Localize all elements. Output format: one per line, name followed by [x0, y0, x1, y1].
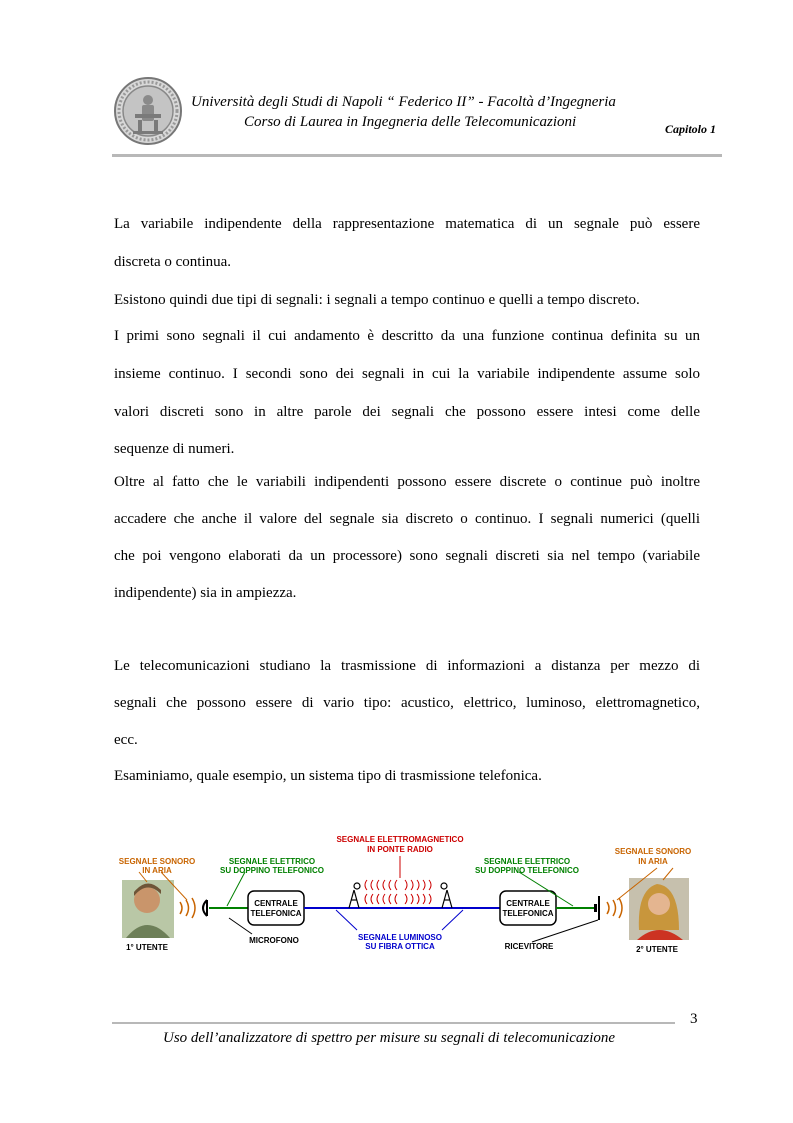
exchange-right-label: CENTRALE	[506, 899, 550, 908]
paragraph-line: Le telecomunicazioni studiano la trasmissione di informazioni a distanza per mezzo di	[114, 658, 700, 674]
footer-divider	[112, 1022, 675, 1024]
exchange-left-box	[248, 891, 304, 925]
paragraph-2	[114, 288, 700, 312]
label-sound-left: SEGNALE SONORO	[118, 857, 196, 866]
paragraph-6	[114, 764, 700, 788]
paragraph-line: segnali che possono essere di vario tipo: acustico, elettrico, luminoso, elettromagnetico,	[114, 695, 700, 711]
label-microphone: MICROFONO	[249, 936, 299, 945]
paragraph-line: Esistono quindi due tipi di segnali: i segnali a tempo continuo e quelli a tempo discreto.	[114, 292, 640, 308]
paragraph-line: accadere che anche il valore del segnale sia discreto o continuo. I segnali numerici (quelli	[114, 511, 700, 527]
label-user1: 1° UTENTE	[126, 943, 168, 952]
paragraph-3	[114, 324, 700, 461]
exchange-left-label: TELEFONICA	[250, 909, 302, 918]
user2-photo	[629, 878, 689, 940]
user1-photo	[122, 880, 174, 938]
label-electric-left: SU DOPPINO TELEFONICO	[219, 866, 325, 875]
label-em-signal: SEGNALE ELETTROMAGNETICO	[336, 835, 464, 844]
university-seal-icon	[113, 76, 183, 146]
exchange-right-box	[500, 891, 556, 925]
label-sound-left: IN ARIA	[142, 866, 172, 875]
paragraph-line: ecc.	[114, 732, 138, 748]
footer-title: Uso dell’analizzatore di spettro per misure su segnali di telecomunicazione	[163, 1030, 616, 1046]
paragraph-line: indipendente) sia in ampiezza.	[114, 585, 297, 601]
paragraph-4	[114, 470, 700, 605]
header-university: Università degli Studi di Napoli “ Federico II” - Facoltà d’Ingegneria	[191, 94, 616, 110]
paragraph-1	[114, 212, 700, 274]
antenna-right-icon	[441, 883, 452, 908]
label-em-signal: IN PONTE RADIO	[367, 845, 433, 854]
radio-waves	[365, 880, 431, 904]
sound-waves-right	[607, 898, 622, 918]
header-chapter: Capitolo 1	[665, 122, 717, 136]
paragraph-line: sequenze di numeri.	[114, 441, 235, 457]
paragraph-line: discreta o continua.	[114, 254, 232, 270]
antenna-left-icon	[349, 883, 360, 908]
paragraph-5	[114, 654, 700, 752]
label-electric-left: SEGNALE ELETTRICO	[228, 857, 316, 866]
label-electric-right: SEGNALE ELETTRICO	[483, 857, 571, 866]
label-electric-right: SU DOPPINO TELEFONICO	[474, 866, 580, 875]
paragraph-line: valori discreti sono in altre parole dei segnali che possono essere intesi come delle	[114, 404, 700, 420]
page-number: 3	[690, 1011, 698, 1027]
label-pointers	[139, 868, 673, 942]
label-receiver: RICEVITORE	[504, 942, 554, 951]
paragraph-line: che poi vengono elaborati da un processore) sono segnali discreti sia nel tempo (variabile	[114, 548, 700, 564]
sound-waves-left	[180, 898, 195, 918]
receiver-icon	[594, 896, 599, 920]
paragraph-line: I primi sono segnali il cui andamento è descritto da una funzione continua definita su un	[114, 328, 700, 344]
paragraph-line: La variabile indipendente della rappresentazione matematica di un segnale può essere	[114, 216, 700, 232]
paragraph-line: Oltre al fatto che le variabili indipendenti possono essere discrete o continue può inoltre	[114, 474, 700, 490]
label-sound-right: IN ARIA	[638, 857, 668, 866]
exchange-right-label: TELEFONICA	[502, 909, 554, 918]
label-sound-right: SEGNALE SONORO	[614, 847, 692, 856]
header-course: Corso di Laurea in Ingegneria delle Telecomunicazioni	[244, 114, 577, 130]
header-divider	[112, 154, 722, 157]
label-user2: 2° UTENTE	[636, 945, 678, 954]
paragraph-line: Esaminiamo, quale esempio, un sistema tipo di trasmissione telefonica.	[114, 768, 542, 784]
label-optical: SEGNALE LUMINOSO	[357, 933, 443, 942]
label-optical: SU FIBRA OTTICA	[365, 942, 435, 951]
paragraph-line: insieme continuo. I secondi sono dei segnali in cui la variabile indipendente assume solo	[114, 366, 700, 382]
exchange-left-label: CENTRALE	[254, 899, 298, 908]
telephone-system-diagram	[117, 830, 697, 960]
microphone-icon	[203, 900, 207, 916]
